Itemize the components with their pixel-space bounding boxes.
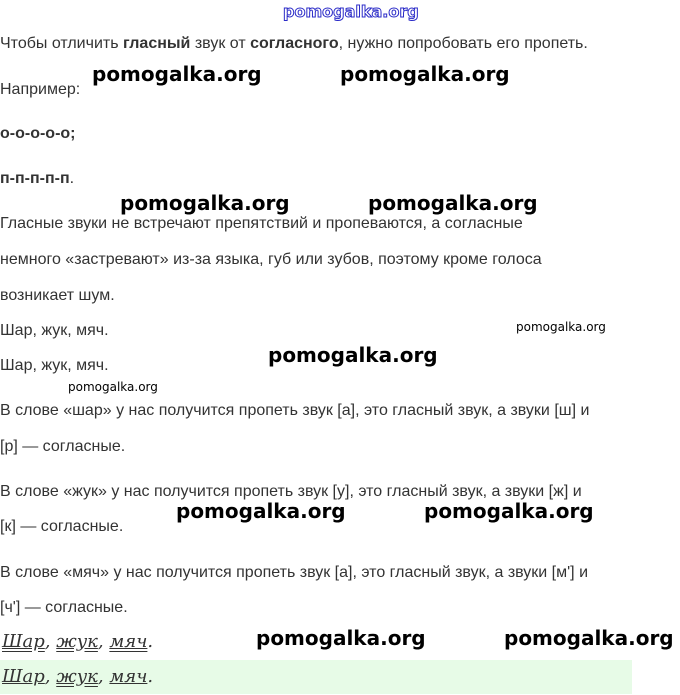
handwritten-word-myach: мяч	[109, 666, 148, 687]
watermark: pomogalka.org	[268, 343, 438, 367]
analysis-zhuk-line-2: [к] — согласные.	[0, 518, 124, 535]
watermark-small: pomogalka.org	[68, 380, 158, 394]
analysis-shar-line-1: В слове «шар» у нас получится пропеть звук [а], это гласный звук, а звуки [ш] и	[0, 402, 590, 419]
consonant-example-text: п-п-п-п-п	[0, 170, 70, 187]
analysis-shar-line-2: [р] — согласные.	[0, 438, 126, 455]
example-label: Например:	[0, 81, 81, 98]
handwritten-word-myach: мяч	[109, 631, 148, 652]
consonant-example	[0, 169, 74, 189]
explanation-line-3: возникает шум.	[0, 287, 115, 304]
words-line-2: Шар, жук, мяч.	[0, 357, 109, 374]
analysis-zhuk-line-1: В слове «жук» у нас получится пропеть звук [у], это гласный звук, а звуки [ж] и	[0, 483, 582, 500]
watermark-top: pomogalka.org	[283, 2, 419, 21]
analysis-myach-line-1: В слове «мяч» у нас получится пропеть звук [а], это гласный звук, а звуки [м'] и	[0, 564, 589, 581]
watermark: pomogalka.org	[340, 62, 510, 86]
watermark: pomogalka.org	[368, 191, 538, 215]
handwritten-word-zhuk: жук	[56, 631, 98, 652]
watermark: pomogalka.org	[256, 626, 426, 650]
intro-part-3: , нужно попробовать его пропеть.	[338, 35, 588, 52]
watermark: pomogalka.org	[176, 499, 346, 523]
intro-bold-consonant: согласного	[250, 35, 339, 52]
handwritten-period: .	[147, 666, 154, 687]
watermark: pomogalka.org	[120, 191, 290, 215]
words-line-1: Шар, жук, мяч.	[0, 322, 109, 339]
handwritten-comma: ,	[44, 631, 57, 652]
intro-bold-vowel: гласный	[123, 35, 191, 52]
vowel-example: о-о-о-о-о;	[0, 125, 76, 142]
explanation-line-2: немного «застревают» из-за языка, губ или зубов, поэтому кроме голоса	[0, 251, 542, 268]
handwritten-word-shar: Шар	[2, 631, 45, 652]
watermark: pomogalka.org	[92, 62, 262, 86]
consonant-example-period: .	[69, 170, 75, 187]
watermark-small: pomogalka.org	[516, 320, 606, 334]
handwritten-word-shar: Шар	[2, 666, 45, 687]
intro-part-2: звук от	[190, 35, 251, 52]
watermark: pomogalka.org	[504, 626, 674, 650]
handwritten-word-zhuk: жук	[56, 666, 98, 687]
handwritten-period: .	[147, 631, 154, 652]
handwritten-comma: ,	[44, 666, 57, 687]
handwritten-words	[2, 630, 153, 654]
intro-sentence	[0, 34, 588, 54]
explanation-line-1: Гласные звуки не встречают препятствий и пропеваются, а согласные	[0, 215, 523, 232]
handwritten-words-highlighted	[2, 665, 153, 689]
intro-part-1: Чтобы отличить	[0, 35, 123, 52]
watermark: pomogalka.org	[424, 499, 594, 523]
handwritten-comma: ,	[97, 631, 110, 652]
handwritten-comma: ,	[97, 666, 110, 687]
analysis-myach-line-2: [ч'] — согласные.	[0, 599, 128, 616]
